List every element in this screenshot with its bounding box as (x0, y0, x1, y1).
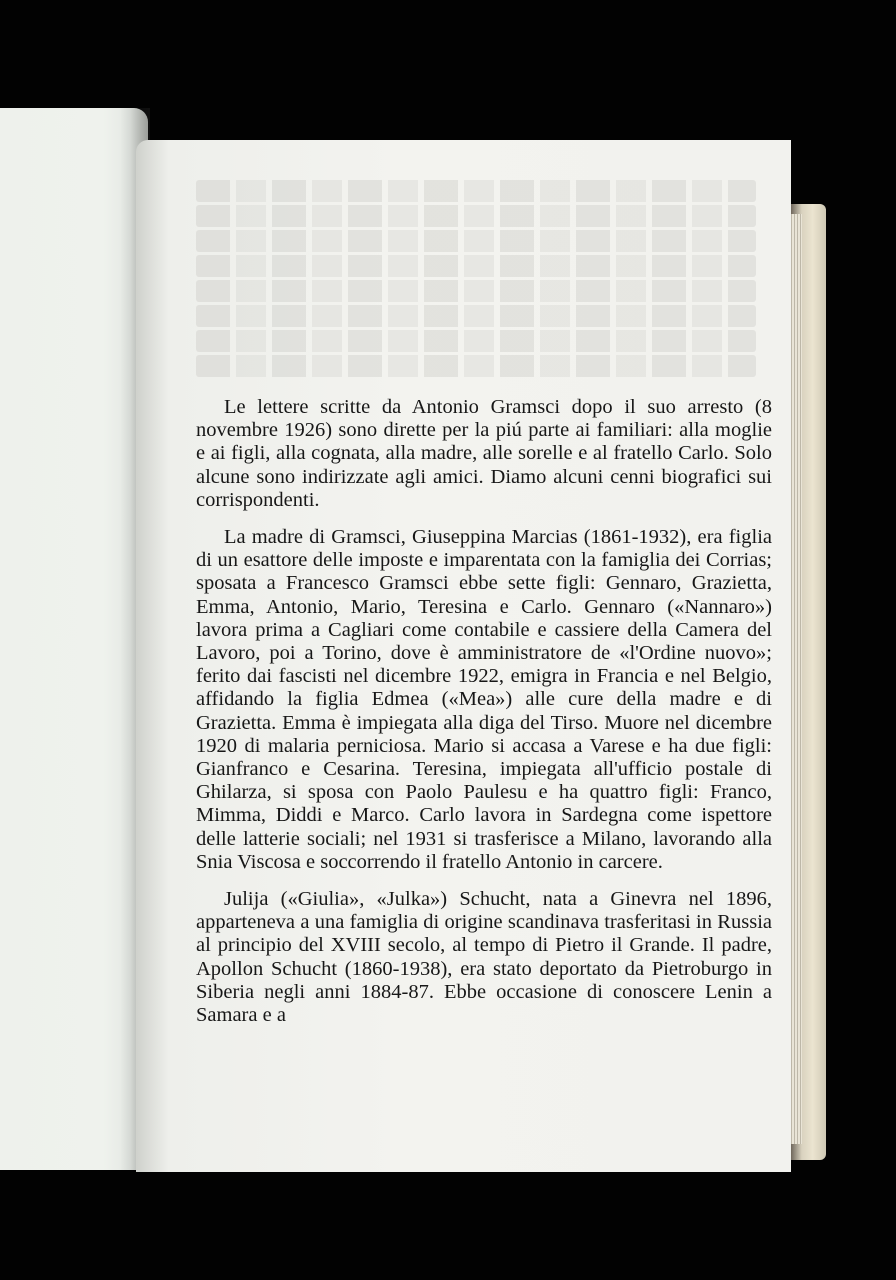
paragraph-julija: Julija («Giulia», «Julka») Schucht, nata a Ginevra nel 1896, apparteneva a una famiglia di origine scandinava trasferitasi in Russia al principio del XVIII secolo, al tempo di Pietro il Grande. Il padre, Apollon Schucht (1860-1938), era stato deportato da Pietroburgo in Siberia negli anni 1884-87. Ebbe occasione di conoscere Lenin a Samara e a (196, 888, 772, 1027)
page-text (196, 396, 772, 1027)
show-through-text (196, 180, 756, 390)
paragraph-intro: Le lettere scritte da Antonio Gramsci dopo il suo arresto (8 novembre 1926) sono dirette per la piú parte ai familiari: alla moglie e ai figli, alla cognata, alla madre, alle sorelle e al fratello Carlo. Solo alcune sono indirizzate agli amici. Diamo alcuni cenni biografici sui corrispondenti. (196, 396, 772, 511)
paragraph-mother: La madre di Gramsci, Giuseppina Marcias (1861-1932), era figlia di un esattore delle imposte e imparentata con la famiglia dei Corrias; sposata a Francesco Gramsci ebbe sette figli: Gennaro, Grazietta, Emma, Antonio, Mario, Teresina e Carlo. Gennaro («Nannaro») lavora prima a Cagliari come contabile e cassiere della Camera del Lavoro, poi a Torino, dove è amministratore de «l'Ordine nuovo»; ferito dai fascisti nel dicembre 1922, emigra in Francia e nel Belgio, affidando la figlia Edmea («Mea») alle cure della madre e di Grazietta. Emma è impiegata alla diga del Tirso. Muore nel dicembre 1920 di malaria perniciosa. Mario si accasa a Varese e ha due figli: Gianfranco e Cesarina. Teresina, impiegata all'ufficio postale di Ghilarza, si sposa con Paolo Paulesu e ha quattro figli: Franco, Mimma, Diddi e Marco. Carlo lavora in Sardegna come ispettore delle latterie sociali; nel 1931 si trasferisce a Milano, lavorando alla Snia Viscosa e soccorrendo il fratello Antonio in carcere. (196, 526, 772, 873)
